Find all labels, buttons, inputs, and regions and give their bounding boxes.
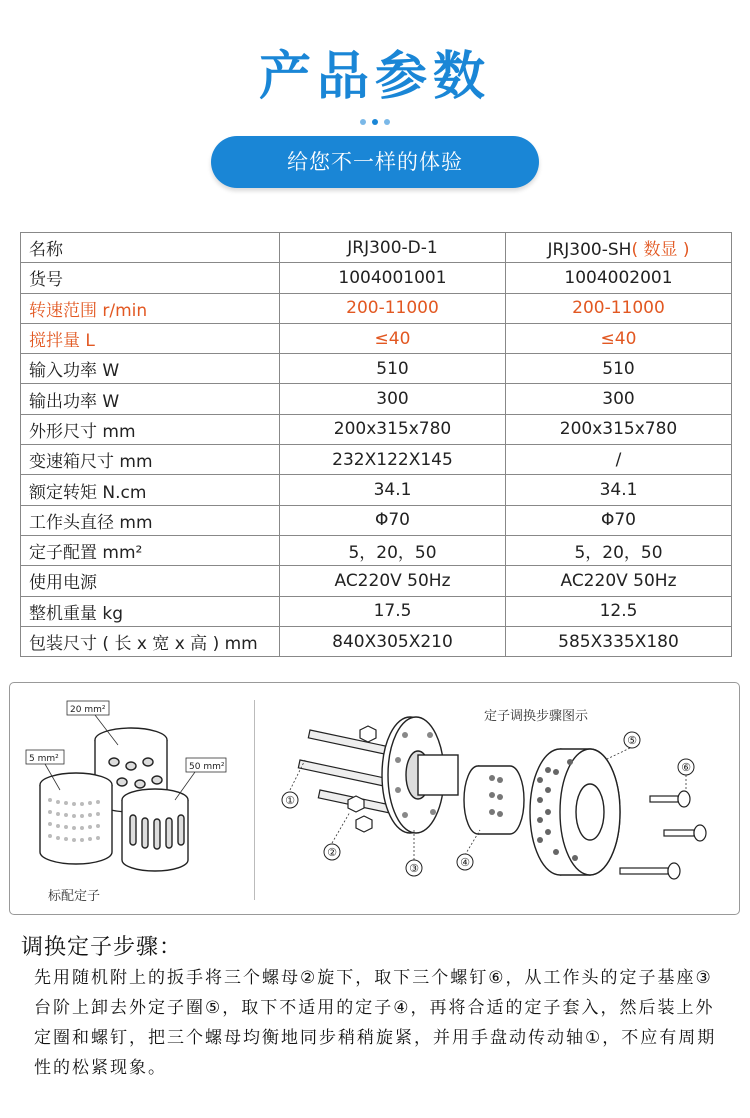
- steps-heading: 调换定子步骤：: [21, 935, 183, 960]
- part-number-2: ②: [327, 846, 337, 859]
- spec-value-model1-cell: 200-11000: [280, 293, 506, 323]
- spec-label-cell: 使用电源: [21, 566, 280, 596]
- spec-value-model2-text: 300: [602, 389, 635, 410]
- outer-stator-ring-illustration: [530, 749, 620, 875]
- spec-value-model2-text: ≤40: [600, 328, 637, 349]
- spec-value-model2-text: 1004002001: [564, 267, 673, 288]
- spec-value-model1-cell: 300: [280, 384, 506, 414]
- spec-value-model1-cell: 34.1: [280, 475, 506, 505]
- spec-label-cell: 变速箱尺寸 mm: [21, 445, 280, 475]
- spec-label-cell: 定子配置 mm²: [21, 535, 280, 565]
- spec-label-cell: 工作头直径 mm: [21, 505, 280, 535]
- subtitle-banner: 给您不一样的体验: [211, 136, 539, 188]
- spec-value-model1-cell: 17.5: [280, 596, 506, 626]
- spec-value-model2-text: 585X335X180: [558, 631, 679, 652]
- spec-label-cell: 额定转矩 N.cm: [21, 475, 280, 505]
- spec-label-cell: 转速范围 r/min: [21, 293, 280, 323]
- spec-value-model2-text: 200x315x780: [559, 419, 678, 440]
- spec-value-model2-text: 34.1: [599, 480, 638, 501]
- spec-value-model2-text: 5，20，50: [574, 543, 663, 564]
- part-number-4: ④: [460, 856, 470, 869]
- spec-value-model1-cell: AC220V 50Hz: [280, 566, 506, 596]
- part-number-5: ⑤: [627, 734, 637, 747]
- stator-50mm-illustration: [122, 789, 188, 871]
- spec-value-model1-cell: Φ70: [280, 505, 506, 535]
- spec-value-model1-cell: JRJ300-D-1: [280, 233, 506, 263]
- spec-value-model1-cell: 1004001001: [280, 263, 506, 293]
- spec-label-cell: 输入功率 W: [21, 354, 280, 384]
- standard-stator-caption: 标配定子: [48, 889, 101, 904]
- stator-change-diagram-caption: 定子调换步骤图示: [484, 709, 589, 724]
- part-number-6: ⑥: [681, 761, 691, 774]
- spec-value-model2-text: 510: [602, 358, 635, 379]
- spec-value-model1-cell: 510: [280, 354, 506, 384]
- spec-value-model1-cell: 200x315x780: [280, 414, 506, 444]
- stator-base-illustration: [382, 717, 458, 833]
- spec-value-model1-cell: 232X122X145: [280, 445, 506, 475]
- spec-value-model1-cell: 5，20，50: [280, 535, 506, 565]
- spec-label-cell: 整机重量 kg: [21, 596, 280, 626]
- spec-value-model2-text: JRJ300-SH: [547, 240, 632, 261]
- stator-label-50: 50 mm²: [189, 762, 225, 772]
- spec-label-cell: 搅拌量 L: [21, 323, 280, 353]
- part-number-3: ③: [409, 862, 419, 875]
- screws-illustration: [620, 791, 706, 879]
- spec-label-cell: 输出功率 W: [21, 384, 280, 414]
- spec-value-model2-text: /: [615, 449, 622, 470]
- inner-stator-illustration: [464, 766, 524, 834]
- spec-label-cell: 外形尺寸 mm: [21, 414, 280, 444]
- spec-value-model2-text: AC220V 50Hz: [560, 570, 677, 591]
- spec-value-model1-cell: 840X305X210: [280, 626, 506, 656]
- spec-value-model2-extra: ( 数显 ): [631, 240, 690, 261]
- spec-label-cell: 名称: [21, 233, 280, 263]
- spec-value-model2-text: 12.5: [599, 601, 638, 622]
- spec-value-model2-text: Φ70: [600, 510, 636, 531]
- spec-value-model2-text: 200-11000: [572, 298, 665, 319]
- spec-label-cell: 包装尺寸 ( 长 x 宽 x 高 ) mm: [21, 626, 280, 656]
- steps-paragraph: 先用随机附上的扳手将三个螺母②旋下，取下三个螺钉⑥，从工作头的定子基座③台阶上卸去外定子圈⑤，取下不适用的定子④，再将合适的定子套入，然后装上外定圈和螺钉，把三个螺母均衡地同步稍稍旋紧，并用手盘动传动轴①，不应有周期性的松紧现象。: [34, 968, 717, 1078]
- part-number-1: ①: [285, 794, 295, 807]
- stator-5mm-illustration: [40, 773, 112, 864]
- stator-label-20: 20 mm²: [70, 705, 106, 715]
- spec-value-model1-cell: ≤40: [280, 323, 506, 353]
- page-title: 产品参数: [258, 47, 491, 107]
- stator-label-5: 5 mm²: [29, 754, 59, 764]
- spec-label-cell: 货号: [21, 263, 280, 293]
